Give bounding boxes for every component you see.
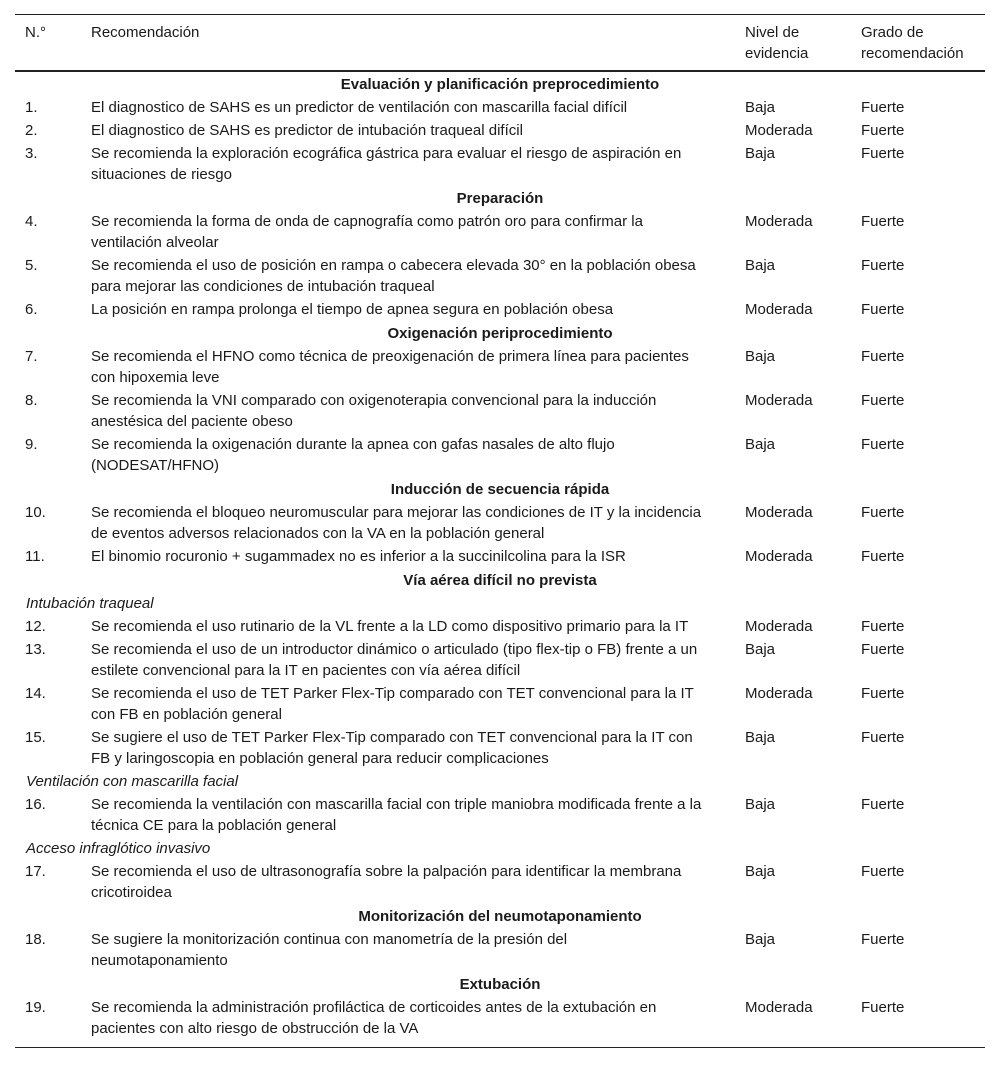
row-grade: Fuerte: [861, 999, 905, 1016]
row-evidence: Baja: [745, 863, 776, 880]
row-number: 8.: [25, 392, 38, 409]
row-evidence: Moderada: [745, 122, 813, 139]
subsection-heading: Intubación traqueal: [26, 595, 154, 612]
table-row: [15, 345, 985, 389]
table-row: [15, 210, 985, 254]
table-row: [15, 860, 985, 904]
row-number: 3.: [25, 145, 38, 162]
section-heading: Preparación: [456, 190, 544, 207]
row-grade: Fuerte: [861, 863, 905, 880]
row-text: Se recomienda la VNI comparado con oxigenoterapia convencional para la inducción anestésica del paciente obeso: [91, 392, 657, 430]
row-number: 13.: [25, 641, 46, 658]
row-number: 19.: [25, 999, 46, 1016]
row-text: Se recomienda la administración profiláctica de corticoides antes de la extubación en pacientes con alto riesgo de obstrucción de la VA: [91, 999, 657, 1037]
row-grade: Fuerte: [861, 685, 905, 702]
row-text: Se recomienda el uso rutinario de la VL frente a la LD como dispositivo primario para la IT: [91, 618, 689, 635]
row-text: Se sugiere la monitorización continua con manometría de la presión del neumotaponamiento: [91, 931, 568, 969]
section-heading: Oxigenación periprocedimiento: [387, 325, 613, 342]
row-evidence: Moderada: [745, 301, 813, 318]
row-evidence: Baja: [745, 436, 776, 453]
section-heading: Inducción de secuencia rápida: [390, 481, 610, 498]
row-evidence: Baja: [745, 99, 776, 116]
row-number: 18.: [25, 931, 46, 948]
subsection-heading: Ventilación con mascarilla facial: [26, 773, 239, 790]
row-grade: Fuerte: [861, 348, 905, 365]
subsection-heading: Acceso infraglótico invasivo: [26, 840, 211, 857]
table-row: [15, 142, 985, 186]
row-text: Se recomienda el uso de un introductor dinámico o articulado (tipo flex-tip o FB) frente a un estilete convencional para la IT en pacientes con vía aérea difícil: [91, 641, 698, 679]
row-grade: Fuerte: [861, 99, 905, 116]
row-evidence: Moderada: [745, 685, 813, 702]
row-text: Se recomienda la exploración ecográfica gástrica para evaluar el riesgo de aspiración en situaciones de riesgo: [91, 145, 682, 183]
row-text: Se recomienda la oxigenación durante la apnea con gafas nasales de alto flujo (NODESAT/HFNO): [91, 436, 615, 474]
row-text: El diagnostico de SAHS es un predictor de ventilación con mascarilla facial difícil: [91, 99, 628, 116]
row-grade: Fuerte: [861, 641, 905, 658]
row-evidence: Moderada: [745, 504, 813, 521]
table-row: [15, 996, 985, 1048]
row-number: 15.: [25, 729, 46, 746]
header-evidence: Nivel de evidencia: [745, 24, 809, 62]
table-row: [15, 119, 985, 142]
table-row: [15, 928, 985, 972]
section-heading: Vía aérea difícil no prevista: [403, 572, 597, 589]
row-number: 4.: [25, 213, 38, 230]
table-row: [15, 726, 985, 770]
row-grade: Fuerte: [861, 392, 905, 409]
row-evidence: Baja: [745, 257, 776, 274]
row-text: Se recomienda la forma de onda de capnografía como patrón oro para confirmar la ventilación alveolar: [91, 213, 643, 251]
row-grade: Fuerte: [861, 436, 905, 453]
table-body: [15, 71, 985, 1048]
row-grade: Fuerte: [861, 618, 905, 635]
row-evidence: Baja: [745, 641, 776, 658]
row-evidence: Baja: [745, 729, 776, 746]
section-heading: Extubación: [459, 976, 541, 993]
table-row: [15, 298, 985, 321]
row-number: 17.: [25, 863, 46, 880]
row-evidence: Baja: [745, 796, 776, 813]
row-text: Se recomienda el bloqueo neuromuscular para mejorar las condiciones de IT y la incidencia de eventos adversos relacionados con la VA en la población general: [91, 504, 702, 542]
header-recommendation: Recomendación: [91, 24, 200, 41]
row-evidence: Baja: [745, 931, 776, 948]
row-text: Se recomienda la ventilación con mascarilla facial con triple maniobra modificada frente a la técnica CE para la población general: [91, 796, 702, 834]
row-text: Se recomienda el uso de posición en rampa o cabecera elevada 30° en la población obesa para mejorar las condiciones de intubación traqueal: [91, 257, 696, 295]
row-evidence: Baja: [745, 145, 776, 162]
row-number: 10.: [25, 504, 46, 521]
row-text: La posición en rampa prolonga el tiempo de apnea segura en población obesa: [91, 301, 614, 318]
table-row: [15, 545, 985, 568]
row-grade: Fuerte: [861, 729, 905, 746]
row-evidence: Moderada: [745, 213, 813, 230]
row-text: El binomio rocuronio + sugammadex no es inferior a la succinilcolina para la ISR: [91, 548, 626, 565]
row-grade: Fuerte: [861, 257, 905, 274]
row-number: 11.: [25, 548, 45, 565]
section-heading: Evaluación y planificación preprocedimiento: [340, 76, 660, 93]
row-evidence: Moderada: [745, 618, 813, 635]
row-evidence: Moderada: [745, 392, 813, 409]
table-row: [15, 638, 985, 682]
row-evidence: Moderada: [745, 999, 813, 1016]
row-number: 9.: [25, 436, 38, 453]
table-row: [15, 793, 985, 837]
table-row: [15, 96, 985, 119]
row-grade: Fuerte: [861, 504, 905, 521]
row-number: 6.: [25, 301, 38, 318]
row-number: 16.: [25, 796, 46, 813]
row-number: 5.: [25, 257, 38, 274]
row-text: Se recomienda el uso de ultrasonografía sobre la palpación para identificar la membrana cricotiroidea: [91, 863, 682, 901]
table-header: [15, 15, 985, 72]
header-grade: Grado de recomendación: [861, 24, 964, 62]
row-grade: Fuerte: [861, 213, 905, 230]
row-grade: Fuerte: [861, 301, 905, 318]
row-number: 12.: [25, 618, 46, 635]
table-row: [15, 389, 985, 433]
row-grade: Fuerte: [861, 548, 905, 565]
row-evidence: Baja: [745, 348, 776, 365]
row-text: Se sugiere el uso de TET Parker Flex-Tip comparado con TET convencional para la IT con FB y laringoscopia en población general para reducir complicaciones: [91, 729, 693, 767]
row-number: 7.: [25, 348, 38, 365]
recommendations-table: [15, 14, 985, 1048]
header-num: N.°: [25, 24, 46, 41]
row-grade: Fuerte: [861, 122, 905, 139]
row-number: 2.: [25, 122, 38, 139]
table-row: [15, 433, 985, 477]
row-text: Se recomienda el uso de TET Parker Flex-Tip comparado con TET convencional para la IT con FB en población general: [91, 685, 694, 723]
row-grade: Fuerte: [861, 796, 905, 813]
section-heading: Monitorización del neumotaponamiento: [358, 908, 642, 925]
row-number: 14.: [25, 685, 46, 702]
row-text: Se recomienda el HFNO como técnica de preoxigenación de primera línea para pacientes con hipoxemia leve: [91, 348, 689, 386]
row-grade: Fuerte: [861, 931, 905, 948]
table-row: [15, 615, 985, 638]
table-row: [15, 254, 985, 298]
row-grade: Fuerte: [861, 145, 905, 162]
row-number: 1.: [25, 99, 38, 116]
row-text: El diagnostico de SAHS es predictor de intubación traqueal difícil: [91, 122, 523, 139]
row-evidence: Moderada: [745, 548, 813, 565]
table-row: [15, 682, 985, 726]
table-row: [15, 501, 985, 545]
